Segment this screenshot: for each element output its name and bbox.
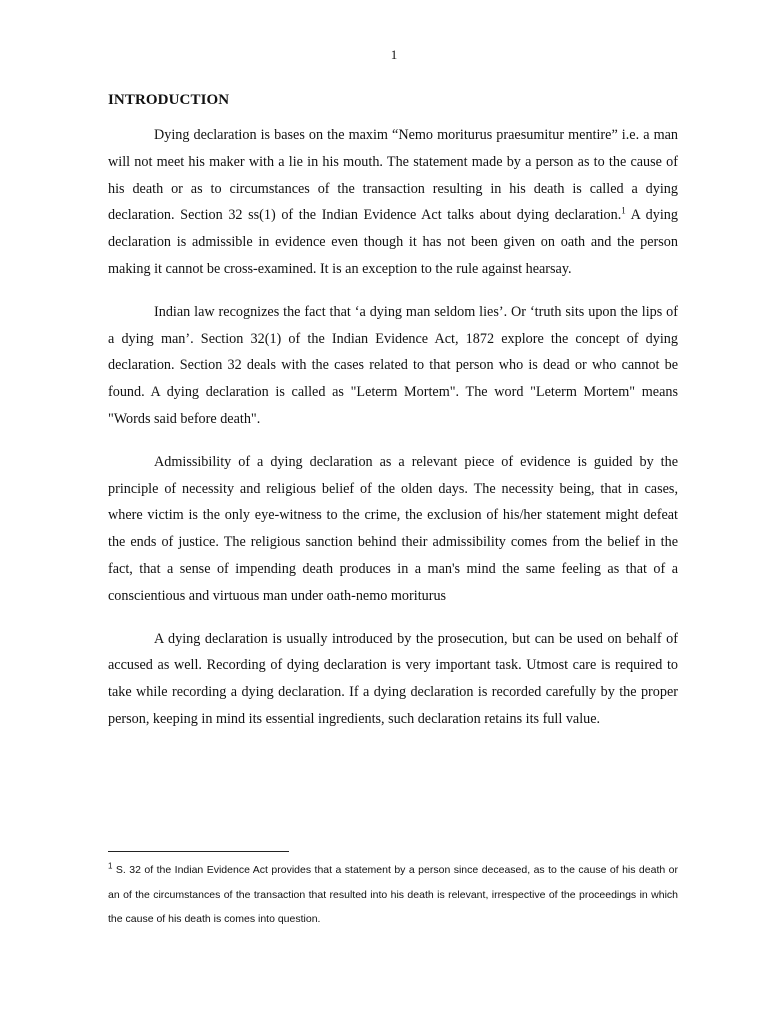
paragraph-4: A dying declaration is usually introduced by the prosecution, but can be used on behalf of accused as well. Recording of dying declaration is very important task. Utmost care is required to take while recording a dying declaration. If a dying declaration is recorded carefully by the proper person, keeping in mind its essential ingredients, such declaration retains its full value. [108, 630, 678, 727]
paragraph-1-text-after: A dying declaration is admissible in evidence even though it has not been given on oath and the person making it cannot be cross-examined. It is an exception to the rule against hearsay. [108, 207, 678, 277]
footnote [108, 858, 678, 932]
document-body [108, 92, 678, 749]
footnote-marker: 1 [108, 861, 113, 871]
paragraph-1 [108, 122, 678, 283]
footnote-separator [108, 851, 289, 852]
page-number: 1 [390, 47, 398, 62]
paragraph-2: Indian law recognizes the fact that ‘a dying man seldom lies’. Or ‘truth sits upon the lips of a dying man’. Section 32(1) of the Indian Evidence Act, 1872 explore the concept of dying declaration. Section 32 deals with the cases related to that person who is dead or who cannot be found. A dying declaration is called as "Leterm Mortem". The word "Leterm Mortem" means "Words said before death". [108, 303, 678, 427]
footnote-reference[interactable]: 1 [621, 205, 626, 216]
footnote-text: S. 32 of the Indian Evidence Act provides that a statement by a person since deceased, as to the cause of his death or an of the circumstances of the transaction that resulted into his death is relevant, irrespective of the proceedings in which the cause of his death is comes into question. [108, 864, 678, 925]
paragraph-3: Admissibility of a dying declaration as a relevant piece of evidence is guided by the principle of necessity and religious belief of the olden days. The necessity being, that in cases, where victim is the only eye-witness to the crime, the exclusion of his/her statement might defeat the ends of justice. The religious sanction behind their admissibility comes from the belief in the fact, that a sense of impending death produces in a man's mind the same feeling as that of a conscientious and virtuous man under oath-nemo moriturus [108, 453, 678, 604]
section-heading: INTRODUCTION [108, 92, 230, 108]
paragraph-1-text-before: Dying declaration is bases on the maxim “Nemo moriturus praesumitur mentire” i.e. a man will not meet his maker with a lie in his mouth. The statement made by a person as to the cause of his death or as to circumstances of the transaction resulting in his death is called a dying declaration. Section 32 ss(1) of the Indian Evidence Act talks about dying declaration. [108, 127, 678, 224]
